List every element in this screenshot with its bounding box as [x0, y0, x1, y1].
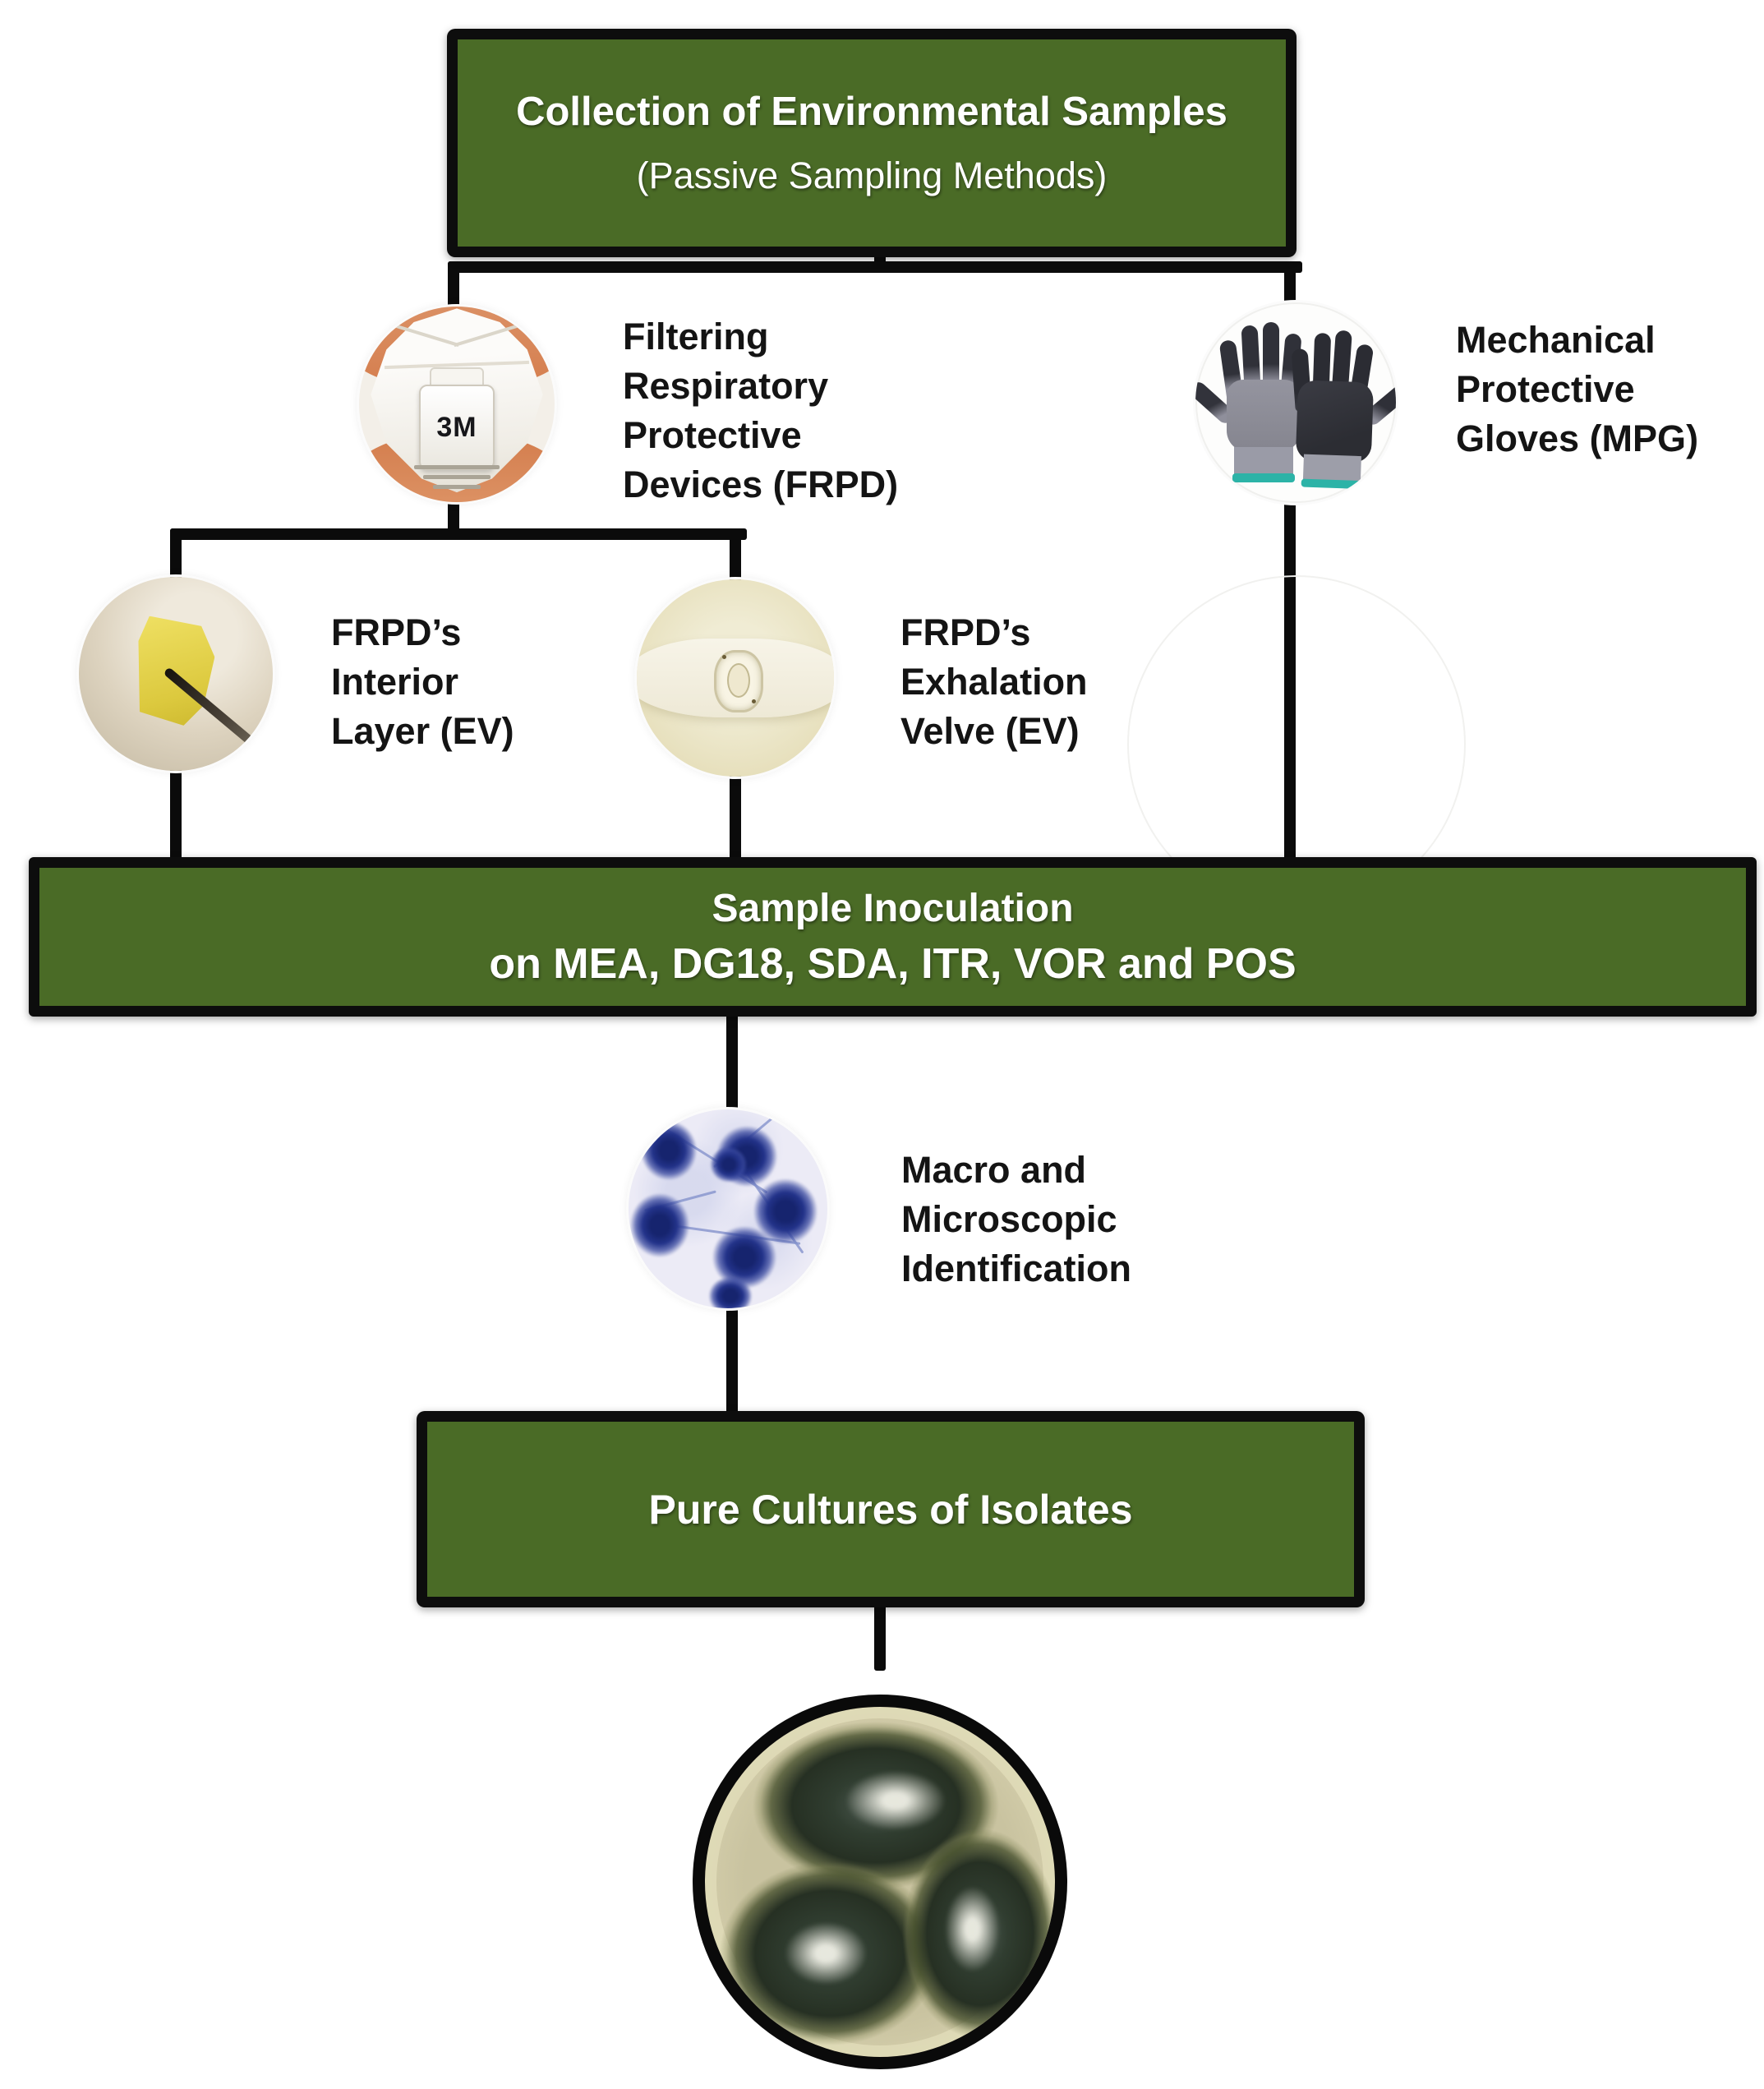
connector-line	[448, 261, 459, 309]
connector-line	[726, 1306, 738, 1413]
exhalation-label-line: Velve (EV)	[900, 710, 1080, 752]
inoculation-line-1: Sample Inoculation	[712, 886, 1074, 930]
exhalation-valve-label	[900, 608, 1088, 756]
exhalation-label-line: Exhalation	[900, 661, 1088, 703]
respirator-mask-photo	[359, 307, 555, 502]
exhalation-valve-photo	[637, 579, 834, 777]
valve-body	[714, 650, 763, 712]
mpg-label-line: Mechanical	[1456, 319, 1656, 361]
frpd-label-line: Filtering	[623, 316, 769, 357]
interior-layer-swab-photo	[79, 577, 273, 771]
identification-label	[901, 1146, 1131, 1294]
frpd-label-line: Protective	[623, 414, 802, 456]
fungal-colony	[902, 1828, 1058, 2039]
interior-label-line: Interior	[331, 661, 459, 703]
mpg-label-line: Protective	[1456, 368, 1635, 410]
frpd-label-line: Devices (FRPD)	[623, 463, 899, 505]
pure-cultures-box	[417, 1411, 1365, 1607]
mask-brand-text: 3M	[436, 411, 477, 443]
identification-label-line: Identification	[901, 1247, 1131, 1289]
frpd-label-line: Respiratory	[623, 365, 829, 407]
interior-label-line: FRPD’s	[331, 611, 462, 653]
interior-layer-label	[331, 608, 514, 756]
mask-valve	[419, 385, 495, 470]
fungal-culture-petri-dish-photo	[693, 1695, 1067, 2069]
connector-line	[170, 767, 182, 860]
connector-line	[170, 528, 747, 540]
mpg-label	[1456, 316, 1698, 463]
identification-label-line: Macro and	[901, 1149, 1087, 1191]
interior-label-line: Layer (EV)	[331, 710, 514, 752]
title-line-2: (Passive Sampling Methods)	[636, 154, 1108, 196]
title-line-1: Collection of Environmental Samples	[516, 90, 1227, 134]
connector-line	[730, 772, 741, 860]
connector-line	[730, 528, 741, 583]
microscopy-photo	[629, 1109, 827, 1308]
pure-cultures-label: Pure Cultures of Isolates	[648, 1486, 1133, 1533]
inoculation-line-2: on MEA, DG18, SDA, ITR, VOR and POS	[489, 939, 1297, 988]
sample-inoculation-bar	[29, 857, 1757, 1017]
connector-line	[170, 528, 182, 581]
connector-line	[448, 261, 1302, 273]
mask-print-lines	[408, 459, 506, 495]
frpd-label	[623, 312, 898, 510]
protective-gloves-photo	[1195, 302, 1396, 503]
mpg-label-line: Gloves (MPG)	[1456, 417, 1699, 459]
title-box	[447, 29, 1297, 257]
glove-front	[1288, 327, 1386, 488]
exhalation-label-line: FRPD’s	[900, 611, 1031, 653]
identification-label-line: Microscopic	[901, 1198, 1117, 1240]
